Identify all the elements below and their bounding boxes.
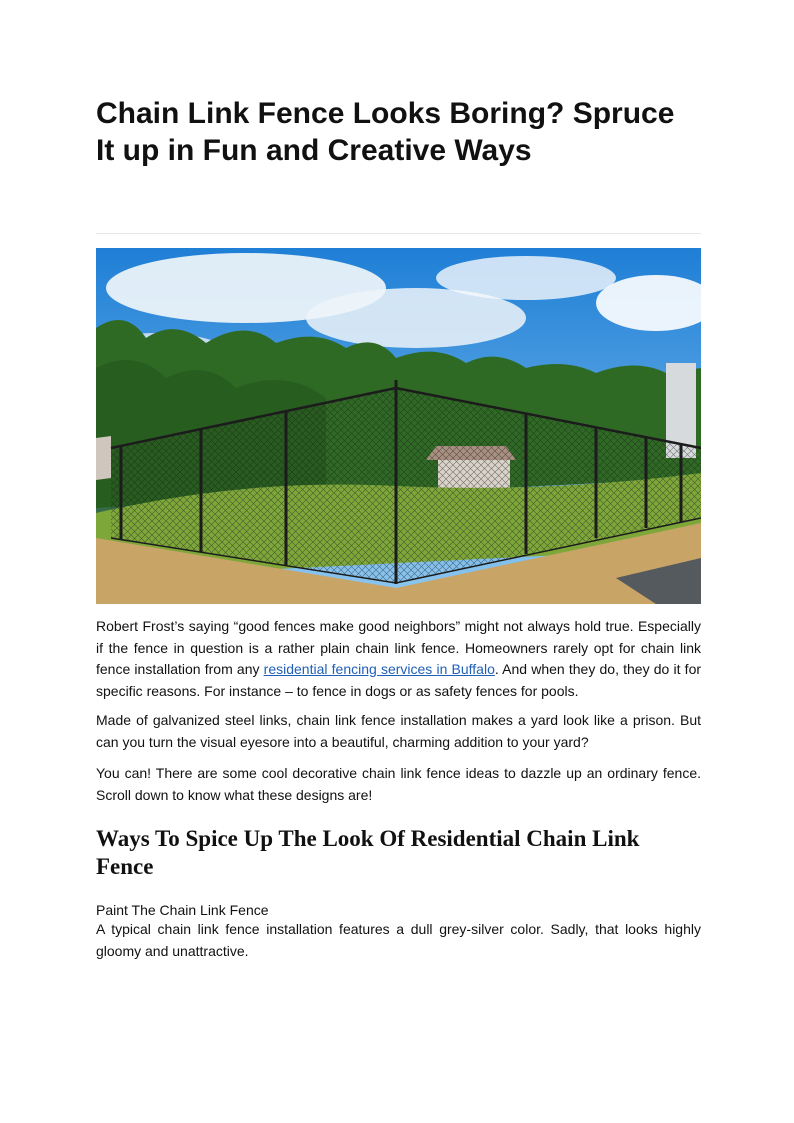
article-title: Chain Link Fence Looks Boring? Spruce It up in Fun and Creative Ways bbox=[96, 97, 675, 167]
paragraph-galvanized-steel: Made of galvanized steel links, chain link fence installation makes a yard look like a prison. But can you turn the visual eyesore into a beautiful, charming addition to your yard? bbox=[96, 712, 701, 750]
paragraph-paint: A typical chain link fence installation features a dull grey-silver color. Sadly, that looks highly gloomy and unattractive. bbox=[96, 921, 701, 959]
residential-fencing-link[interactable]: residential fencing services in Buffalo bbox=[263, 661, 495, 677]
paragraph-decorative-ideas: You can! There are some cool decorative chain link fence ideas to dazzle up an ordinary fence. Scroll down to know what these designs are! bbox=[96, 765, 701, 803]
intro-text-end: . And when they do, they do it for specific reasons. For instance – to fence in dogs or as safety fences for pools. bbox=[96, 661, 702, 699]
intro-paragraph bbox=[96, 616, 701, 702]
subheading-paint: Paint The Chain Link Fence bbox=[96, 902, 269, 918]
chain-link-fence-photo bbox=[96, 248, 701, 604]
section-heading: Ways To Spice Up The Look Of Residential Chain Link Fence bbox=[96, 826, 640, 879]
title-divider bbox=[96, 233, 701, 234]
intro-text-start: Robert Frost’s saying “good fences make good neighbors” might not always hold true. Especially if the fence in question is a rather plain chain link fence. Homeowners rarely opt for chain link fence installation from any bbox=[96, 618, 701, 677]
